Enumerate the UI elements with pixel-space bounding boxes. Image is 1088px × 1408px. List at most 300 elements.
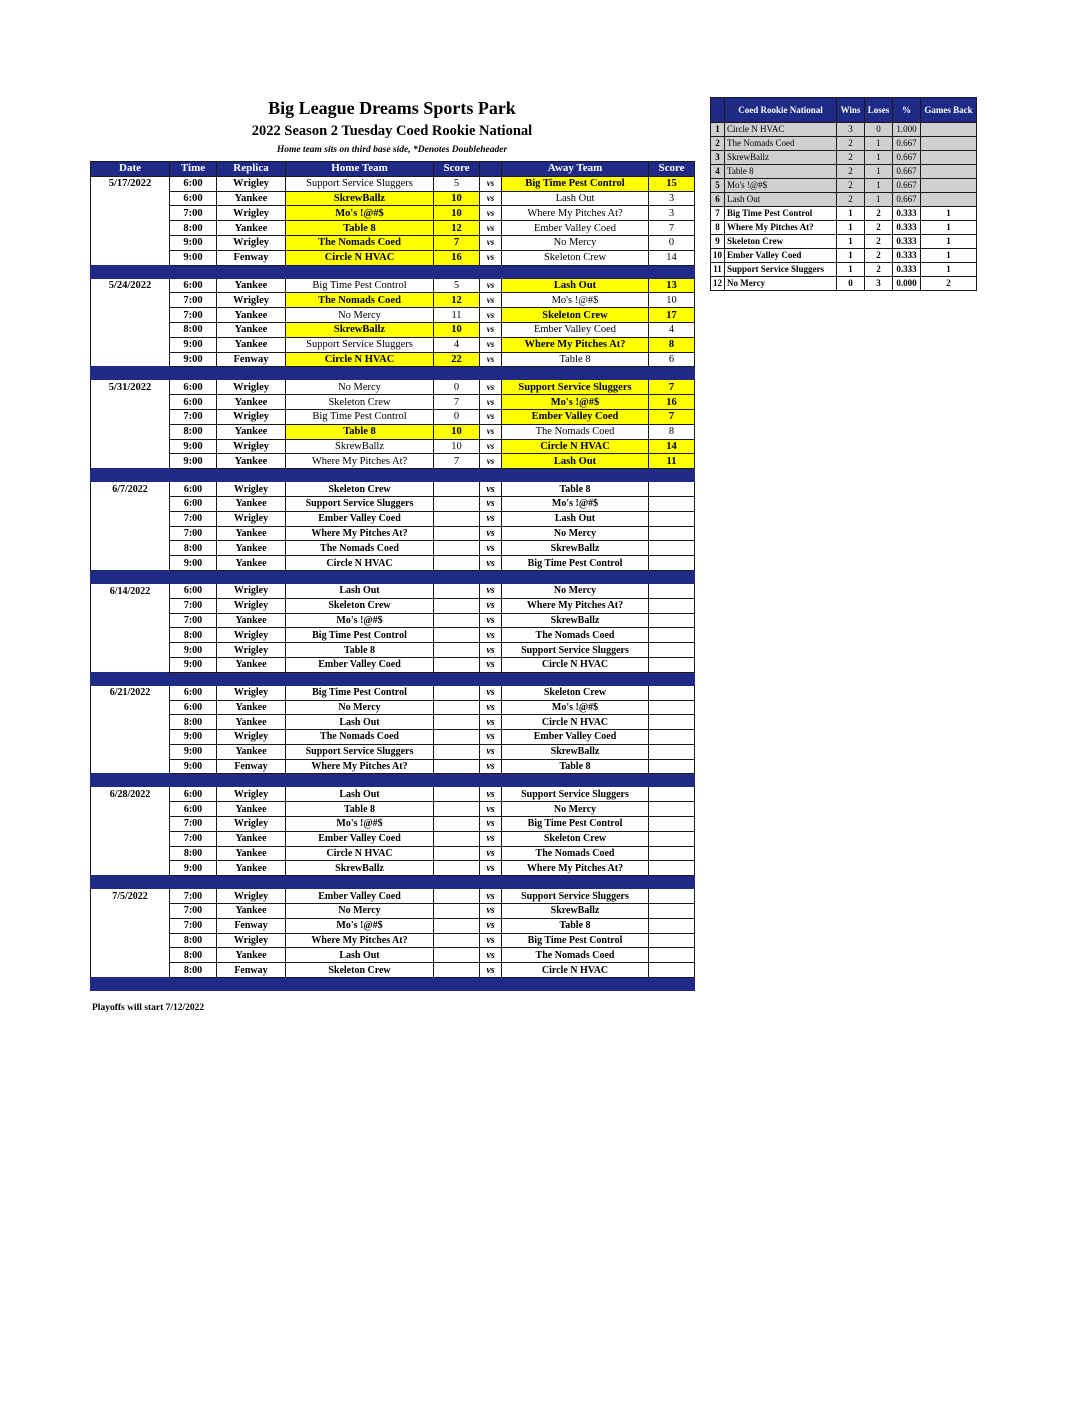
away-score xyxy=(649,700,695,715)
game-time: 9:00 xyxy=(170,454,217,469)
home-score xyxy=(434,730,480,745)
table-row xyxy=(91,628,695,643)
standings-pct-header: % xyxy=(893,98,921,123)
game-time: 6:00 xyxy=(170,787,217,802)
standings-wins: 0 xyxy=(837,277,865,291)
vs-label: vs xyxy=(480,308,502,323)
separator-cell xyxy=(649,672,695,685)
away-team: Table 8 xyxy=(502,759,649,774)
home-team: Where My Pitches At? xyxy=(286,933,434,948)
game-field: Wrigley xyxy=(217,817,286,832)
standings-wins: 2 xyxy=(837,193,865,207)
game-date xyxy=(91,293,170,308)
home-team: Table 8 xyxy=(286,424,434,439)
game-field: Wrigley xyxy=(217,293,286,308)
game-field: Yankee xyxy=(217,715,286,730)
away-team: No Mercy xyxy=(502,235,649,250)
home-score: 7 xyxy=(434,395,480,410)
standings-rank: 11 xyxy=(711,263,725,277)
away-team: Skeleton Crew xyxy=(502,250,649,265)
away-score: 7 xyxy=(649,380,695,395)
game-date xyxy=(91,439,170,454)
home-team: Where My Pitches At? xyxy=(286,759,434,774)
game-time: 6:00 xyxy=(170,583,217,598)
vs-label: vs xyxy=(480,744,502,759)
standings-team: The Nomads Coed xyxy=(725,137,837,151)
game-date: 6/14/2022 xyxy=(91,583,170,598)
game-date xyxy=(91,861,170,876)
game-time: 8:00 xyxy=(170,715,217,730)
standings-pct: 0.667 xyxy=(893,179,921,193)
standings-games-back xyxy=(921,165,977,179)
away-team: Where My Pitches At? xyxy=(502,337,649,352)
table-row xyxy=(91,337,695,352)
game-date xyxy=(91,744,170,759)
away-score xyxy=(649,918,695,933)
standings-games-back: 1 xyxy=(921,249,977,263)
away-score xyxy=(649,511,695,526)
standings-team: Where My Pitches At? xyxy=(725,221,837,235)
separator-cell xyxy=(649,265,695,278)
game-field: Wrigley xyxy=(217,583,286,598)
game-time: 9:00 xyxy=(170,352,217,367)
game-date: 6/21/2022 xyxy=(91,685,170,700)
vs-label: vs xyxy=(480,424,502,439)
game-date: 6/7/2022 xyxy=(91,482,170,497)
standings-team: Ember Valley Coed xyxy=(725,249,837,263)
vs-label: vs xyxy=(480,439,502,454)
standings-loses: 1 xyxy=(865,137,893,151)
standings-wins: 2 xyxy=(837,179,865,193)
standings-gb-header: Games Back xyxy=(921,98,977,123)
game-field: Wrigley xyxy=(217,643,286,658)
away-score xyxy=(649,685,695,700)
vs-label: vs xyxy=(480,278,502,293)
table-row xyxy=(91,846,695,861)
home-team: Mo's !@#$ xyxy=(286,613,434,628)
away-team: Circle N HVAC xyxy=(502,439,649,454)
standings-header-row xyxy=(711,98,977,123)
away-team: Ember Valley Coed xyxy=(502,730,649,745)
game-time: 7:00 xyxy=(170,831,217,846)
home-score: 22 xyxy=(434,352,480,367)
away-team: Circle N HVAC xyxy=(502,963,649,978)
game-time: 8:00 xyxy=(170,948,217,963)
game-field: Wrigley xyxy=(217,889,286,904)
vs-label: vs xyxy=(480,526,502,541)
home-team: Mo's !@#$ xyxy=(286,918,434,933)
table-row xyxy=(91,496,695,511)
game-field: Fenway xyxy=(217,759,286,774)
game-time: 9:00 xyxy=(170,556,217,571)
separator-cell xyxy=(434,570,480,583)
home-team: Where My Pitches At? xyxy=(286,454,434,469)
home-score xyxy=(434,643,480,658)
home-team: No Mercy xyxy=(286,700,434,715)
col-away-team-header: Away Team xyxy=(502,162,649,177)
standings-pct: 0.000 xyxy=(893,277,921,291)
standings-games-back: 1 xyxy=(921,207,977,221)
home-score xyxy=(434,526,480,541)
standings-pct: 0.333 xyxy=(893,249,921,263)
game-time: 9:00 xyxy=(170,861,217,876)
separator-cell xyxy=(434,774,480,787)
home-score: 5 xyxy=(434,176,480,191)
away-team: Ember Valley Coed xyxy=(502,322,649,337)
vs-label: vs xyxy=(480,191,502,206)
table-row xyxy=(91,963,695,978)
away-score: 4 xyxy=(649,322,695,337)
standings-wins: 2 xyxy=(837,137,865,151)
week-separator xyxy=(91,876,695,889)
game-time: 6:00 xyxy=(170,395,217,410)
away-score xyxy=(649,526,695,541)
vs-label: vs xyxy=(480,541,502,556)
separator-cell xyxy=(649,570,695,583)
away-team: Support Service Sluggers xyxy=(502,889,649,904)
vs-label: vs xyxy=(480,395,502,410)
vs-label: vs xyxy=(480,685,502,700)
game-date xyxy=(91,613,170,628)
away-score: 3 xyxy=(649,191,695,206)
home-team: Ember Valley Coed xyxy=(286,511,434,526)
table-row xyxy=(91,206,695,221)
home-team: The Nomads Coed xyxy=(286,730,434,745)
table-row xyxy=(91,715,695,730)
week-separator xyxy=(91,265,695,278)
game-time: 8:00 xyxy=(170,424,217,439)
home-team: Skeleton Crew xyxy=(286,395,434,410)
col-home-score-header: Score xyxy=(434,162,480,177)
away-score xyxy=(649,817,695,832)
standings-row xyxy=(711,165,977,179)
standings-row xyxy=(711,193,977,207)
table-row xyxy=(91,235,695,250)
game-time: 6:00 xyxy=(170,685,217,700)
separator-cell xyxy=(649,774,695,787)
game-date xyxy=(91,846,170,861)
game-field: Yankee xyxy=(217,556,286,571)
week-separator xyxy=(91,978,695,991)
game-date xyxy=(91,700,170,715)
separator-cell xyxy=(91,570,170,583)
table-row xyxy=(91,583,695,598)
table-row xyxy=(91,454,695,469)
table-row xyxy=(91,409,695,424)
home-team: Skeleton Crew xyxy=(286,963,434,978)
vs-label: vs xyxy=(480,715,502,730)
away-team: Lash Out xyxy=(502,278,649,293)
vs-label: vs xyxy=(480,221,502,236)
separator-cell xyxy=(434,978,480,991)
game-date xyxy=(91,454,170,469)
home-team: No Mercy xyxy=(286,380,434,395)
game-field: Wrigley xyxy=(217,598,286,613)
separator-cell xyxy=(217,876,286,889)
table-row xyxy=(91,278,695,293)
away-team: Support Service Sluggers xyxy=(502,643,649,658)
standings-wins: 2 xyxy=(837,151,865,165)
home-score: 12 xyxy=(434,293,480,308)
home-team: Support Service Sluggers xyxy=(286,176,434,191)
separator-cell xyxy=(170,876,217,889)
home-score xyxy=(434,628,480,643)
game-field: Wrigley xyxy=(217,628,286,643)
game-date xyxy=(91,511,170,526)
separator-cell xyxy=(649,978,695,991)
game-date xyxy=(91,643,170,658)
game-time: 9:00 xyxy=(170,643,217,658)
standings-wins: 1 xyxy=(837,235,865,249)
game-date xyxy=(91,352,170,367)
vs-label: vs xyxy=(480,482,502,497)
week-separator xyxy=(91,774,695,787)
vs-label: vs xyxy=(480,613,502,628)
col-replica-header: Replica xyxy=(217,162,286,177)
schedule-header-row xyxy=(91,162,695,177)
game-date: 5/31/2022 xyxy=(91,380,170,395)
away-score xyxy=(649,744,695,759)
table-row xyxy=(91,250,695,265)
away-team: Lash Out xyxy=(502,511,649,526)
game-field: Fenway xyxy=(217,250,286,265)
away-score xyxy=(649,759,695,774)
away-team: SkrewBallz xyxy=(502,744,649,759)
vs-label: vs xyxy=(480,948,502,963)
standings-wins: 3 xyxy=(837,123,865,137)
table-row xyxy=(91,395,695,410)
home-team: Big Time Pest Control xyxy=(286,278,434,293)
home-team: No Mercy xyxy=(286,308,434,323)
standings-pct: 1.000 xyxy=(893,123,921,137)
game-time: 7:00 xyxy=(170,613,217,628)
game-field: Yankee xyxy=(217,337,286,352)
vs-label: vs xyxy=(480,250,502,265)
table-row xyxy=(91,787,695,802)
away-score xyxy=(649,933,695,948)
game-field: Yankee xyxy=(217,744,286,759)
separator-cell xyxy=(286,469,434,482)
home-team: Table 8 xyxy=(286,802,434,817)
game-time: 8:00 xyxy=(170,846,217,861)
game-date xyxy=(91,802,170,817)
standings-team: Table 8 xyxy=(725,165,837,179)
away-score: 7 xyxy=(649,409,695,424)
away-team: Table 8 xyxy=(502,918,649,933)
schedule-body xyxy=(91,176,695,990)
away-team: Mo's !@#$ xyxy=(502,293,649,308)
standings-pct: 0.667 xyxy=(893,193,921,207)
game-field: Wrigley xyxy=(217,787,286,802)
away-score xyxy=(649,613,695,628)
away-score xyxy=(649,889,695,904)
vs-label: vs xyxy=(480,904,502,919)
table-row xyxy=(91,730,695,745)
separator-cell xyxy=(502,265,649,278)
away-score xyxy=(649,904,695,919)
away-team: Where My Pitches At? xyxy=(502,861,649,876)
away-score xyxy=(649,730,695,745)
vs-label: vs xyxy=(480,206,502,221)
standings-row xyxy=(711,221,977,235)
game-time: 9:00 xyxy=(170,657,217,672)
home-score: 10 xyxy=(434,206,480,221)
vs-label: vs xyxy=(480,918,502,933)
standings-games-back xyxy=(921,179,977,193)
game-field: Yankee xyxy=(217,496,286,511)
standings-loses: 2 xyxy=(865,263,893,277)
standings-loses: 1 xyxy=(865,193,893,207)
col-date-header: Date xyxy=(91,162,170,177)
vs-label: vs xyxy=(480,454,502,469)
game-time: 6:00 xyxy=(170,496,217,511)
game-time: 7:00 xyxy=(170,308,217,323)
game-field: Wrigley xyxy=(217,380,286,395)
standings-loses: 1 xyxy=(865,165,893,179)
game-field: Wrigley xyxy=(217,511,286,526)
separator-cell xyxy=(91,978,170,991)
standings-games-back xyxy=(921,151,977,165)
standings-games-back: 1 xyxy=(921,263,977,277)
game-date xyxy=(91,948,170,963)
standings-row xyxy=(711,123,977,137)
game-date xyxy=(91,221,170,236)
standings-team: Lash Out xyxy=(725,193,837,207)
table-row xyxy=(91,380,695,395)
separator-cell xyxy=(434,672,480,685)
table-row xyxy=(91,613,695,628)
game-field: Wrigley xyxy=(217,439,286,454)
table-row xyxy=(91,933,695,948)
game-date xyxy=(91,235,170,250)
table-row xyxy=(91,439,695,454)
game-field: Yankee xyxy=(217,454,286,469)
separator-cell xyxy=(286,570,434,583)
separator-cell xyxy=(286,672,434,685)
game-date: 6/28/2022 xyxy=(91,787,170,802)
game-time: 7:00 xyxy=(170,409,217,424)
vs-label: vs xyxy=(480,337,502,352)
standings-pct: 0.333 xyxy=(893,207,921,221)
away-score xyxy=(649,657,695,672)
table-row xyxy=(91,889,695,904)
game-date xyxy=(91,759,170,774)
home-team: Table 8 xyxy=(286,643,434,658)
vs-label: vs xyxy=(480,293,502,308)
standings-loses-header: Loses xyxy=(865,98,893,123)
game-time: 9:00 xyxy=(170,744,217,759)
vs-label: vs xyxy=(480,352,502,367)
standings-games-back xyxy=(921,193,977,207)
away-team: Where My Pitches At? xyxy=(502,598,649,613)
standings-table xyxy=(710,97,977,291)
vs-label: vs xyxy=(480,176,502,191)
game-date xyxy=(91,831,170,846)
away-score: 11 xyxy=(649,454,695,469)
game-date xyxy=(91,556,170,571)
home-team: SkrewBallz xyxy=(286,439,434,454)
separator-cell xyxy=(286,367,434,380)
table-row xyxy=(91,511,695,526)
separator-cell xyxy=(286,978,434,991)
week-separator xyxy=(91,672,695,685)
separator-cell xyxy=(217,469,286,482)
playoffs-note: Playoffs will start 7/12/2022 xyxy=(92,1003,205,1013)
home-score: 0 xyxy=(434,409,480,424)
standings-rank: 10 xyxy=(711,249,725,263)
away-score xyxy=(649,583,695,598)
home-team: Support Service Sluggers xyxy=(286,496,434,511)
away-score: 15 xyxy=(649,176,695,191)
game-date xyxy=(91,191,170,206)
table-row xyxy=(91,221,695,236)
separator-cell xyxy=(434,367,480,380)
page-subtitle: 2022 Season 2 Tuesday Coed Rookie National xyxy=(251,123,533,139)
standings-rank: 3 xyxy=(711,151,725,165)
home-score xyxy=(434,831,480,846)
game-field: Yankee xyxy=(217,700,286,715)
vs-label: vs xyxy=(480,817,502,832)
table-row xyxy=(91,802,695,817)
vs-label: vs xyxy=(480,933,502,948)
home-team: No Mercy xyxy=(286,904,434,919)
away-score: 17 xyxy=(649,308,695,323)
vs-label: vs xyxy=(480,787,502,802)
standings-row xyxy=(711,207,977,221)
game-time: 7:00 xyxy=(170,526,217,541)
game-field: Yankee xyxy=(217,831,286,846)
table-row xyxy=(91,598,695,613)
away-score xyxy=(649,496,695,511)
home-team: Lash Out xyxy=(286,583,434,598)
vs-label: vs xyxy=(480,322,502,337)
home-team: Circle N HVAC xyxy=(286,556,434,571)
game-field: Wrigley xyxy=(217,206,286,221)
separator-cell xyxy=(649,876,695,889)
standings-pct: 0.667 xyxy=(893,151,921,165)
away-score xyxy=(649,628,695,643)
separator-cell xyxy=(286,774,434,787)
game-time: 6:00 xyxy=(170,380,217,395)
home-score xyxy=(434,918,480,933)
away-team: SkrewBallz xyxy=(502,541,649,556)
standings-games-back xyxy=(921,137,977,151)
game-date xyxy=(91,730,170,745)
separator-cell xyxy=(91,672,170,685)
away-score xyxy=(649,598,695,613)
separator-cell xyxy=(170,570,217,583)
vs-label: vs xyxy=(480,235,502,250)
away-score xyxy=(649,831,695,846)
separator-cell xyxy=(480,265,502,278)
table-row xyxy=(91,831,695,846)
standings-team: Skeleton Crew xyxy=(725,235,837,249)
standings-body xyxy=(711,123,977,291)
game-field: Yankee xyxy=(217,395,286,410)
vs-label: vs xyxy=(480,889,502,904)
separator-cell xyxy=(286,265,434,278)
standings-team: SkrewBallz xyxy=(725,151,837,165)
home-score: 5 xyxy=(434,278,480,293)
game-field: Yankee xyxy=(217,322,286,337)
vs-label: vs xyxy=(480,657,502,672)
game-time: 8:00 xyxy=(170,221,217,236)
game-date xyxy=(91,424,170,439)
game-time: 6:00 xyxy=(170,482,217,497)
away-team: Where My Pitches At? xyxy=(502,206,649,221)
game-date xyxy=(91,409,170,424)
table-row xyxy=(91,424,695,439)
